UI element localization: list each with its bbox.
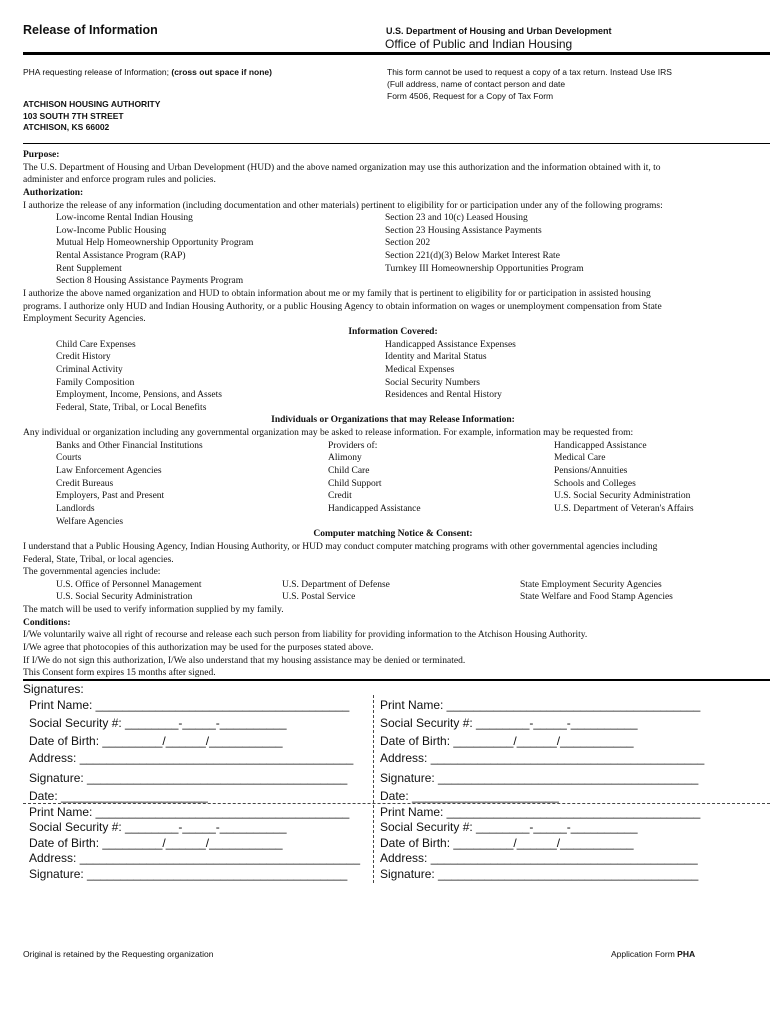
info-item: Credit History <box>56 352 111 363</box>
matching-verify: The match will be used to verify information supplied by my family. <box>23 605 284 616</box>
org-row <box>23 452 763 465</box>
agency-item: U.S. Department of Defense <box>282 579 390 590</box>
org-row <box>23 440 763 453</box>
notice-line: This form cannot be used to request a copy of a tax return. Instead Use IRS <box>387 67 672 77</box>
org-item: Child Support <box>328 478 382 489</box>
info-covered-heading: Information Covered: <box>348 326 438 337</box>
org-item: Schools and Colleges <box>554 478 636 489</box>
program-row <box>23 250 763 263</box>
address-field[interactable]: Address: __________________________________________ <box>29 851 360 865</box>
authorization-intro: I authorize the release of any information (including documentation and other materials) pertinent to eligibility for or participation under any of the following programs: <box>23 200 663 211</box>
conditions-line: I/We agree that photocopies of this authorization may be used for the purposes stated above. <box>23 642 374 653</box>
signature-field[interactable]: Signature: _______________________________________ <box>380 771 699 785</box>
org-row <box>23 478 763 491</box>
program-item: Mutual Help Homeownership Opportunity Program <box>56 238 254 249</box>
address-field[interactable]: Address: _________________________________________ <box>380 751 705 765</box>
conditions-heading: Conditions: <box>23 617 71 628</box>
ssn-field[interactable]: Social Security #: ________-_____-__________ <box>380 716 638 730</box>
org-item: U.S. Social Security Administration <box>554 491 691 502</box>
matching-line: Federal, State, Tribal, or local agencies. <box>23 554 174 565</box>
info-item: Identity and Marital Status <box>385 352 487 363</box>
program-item: Turnkey III Homeownership Opportunities Program <box>385 263 584 274</box>
ssn-field[interactable]: Social Security #: ________-_____-__________ <box>29 716 287 730</box>
program-row <box>23 225 763 238</box>
purpose-line: administer and enforce program rules and policies. <box>23 175 216 186</box>
address-field[interactable]: Address: _________________________________________ <box>29 751 354 765</box>
program-item: Section 8 Housing Assistance Payments Program <box>56 276 244 287</box>
info-row <box>23 364 763 377</box>
pha-address <box>23 99 160 134</box>
authorization-heading: Authorization: <box>23 187 84 198</box>
info-item: Social Security Numbers <box>385 377 480 388</box>
authorization-statement: programs. I authorize only HUD and Indian Housing Authority, or a public Housing Agency to obtain information on wages or unemployment compensation from State <box>23 301 662 312</box>
org-row <box>23 503 763 516</box>
signature-row-divider <box>23 803 770 804</box>
org-item: Handicapped Assistance <box>554 440 647 451</box>
info-item: Child Care Expenses <box>56 339 136 350</box>
purpose-line: The U.S. Department of Housing and Urban Development (HUD) and the above named organization may use this authorization and the information obtained with it, to <box>23 162 661 173</box>
agency-item: U.S. Postal Service <box>282 592 356 603</box>
footer-form-label: Application Form <box>611 949 675 959</box>
program-item: Low-income Rental Indian Housing <box>56 213 193 224</box>
signature-field[interactable]: Signature: _______________________________________ <box>29 771 348 785</box>
org-item: U.S. Department of Veteran's Affairs <box>554 503 694 514</box>
org-item: Credit <box>328 491 352 502</box>
notice-line: (Full address, name of contact person and date <box>387 79 566 89</box>
date-field[interactable]: Date: ______________________ <box>29 789 208 803</box>
info-item: Federal, State, Tribal, or Local Benefits <box>56 402 207 413</box>
org-row <box>23 490 763 503</box>
organizations-heading: Individuals or Organizations that may Release Information: <box>271 415 515 426</box>
conditions-line: I/We voluntarily waive all right of recourse and release each such person from liability for providing information to the Atchison Housing Authority. <box>23 630 588 641</box>
print-name-field[interactable]: Print Name: ______________________________________ <box>380 805 701 819</box>
info-row <box>23 339 763 352</box>
info-item: Residences and Rental History <box>385 390 502 401</box>
signature-field[interactable]: Signature: _______________________________________ <box>380 867 699 881</box>
org-item: Alimony <box>328 453 362 464</box>
program-item: Section 23 and 10(c) Leased Housing <box>385 213 528 224</box>
info-row <box>23 351 763 364</box>
signature-rule <box>23 679 770 681</box>
pha-request-label <box>23 67 272 77</box>
program-item: Section 221(d)(3) Below Market Interest Rate <box>385 251 560 262</box>
info-item: Handicapped Assistance Expenses <box>385 339 516 350</box>
pha-request-note: (cross out space if none) <box>171 67 272 77</box>
footer-retention-note: Original is retained by the Requesting organization <box>23 949 214 959</box>
ssn-field[interactable]: Social Security #: ________-_____-__________ <box>29 820 287 834</box>
department-name: U.S. Department of Housing and Urban Development <box>386 26 612 36</box>
conditions-line: If I/We do not sign this authorization, I/We also understand that my housing assistance may be denied or terminated. <box>23 655 466 666</box>
program-row <box>23 212 763 225</box>
pha-street: 103 SOUTH 7TH STREET <box>23 110 124 121</box>
program-row <box>23 263 763 276</box>
agency-item: U.S. Social Security Administration <box>56 592 193 603</box>
pha-city: ATCHISON, KS 66002 <box>23 122 110 132</box>
info-item: Employment, Income, Pensions, and Assets <box>56 390 222 401</box>
info-item: Medical Expenses <box>385 364 455 375</box>
dob-field[interactable]: Date of Birth: _________/______/___________ <box>380 836 634 850</box>
org-item: Welfare Agencies <box>56 516 124 527</box>
info-row <box>23 402 763 415</box>
dob-field[interactable]: Date of Birth: _________/______/___________ <box>29 836 283 850</box>
org-item: Medical Care <box>554 453 606 464</box>
org-row <box>23 516 763 529</box>
org-item: Credit Bureaus <box>56 478 114 489</box>
conditions-line: This Consent form expires 15 months after signed. <box>23 668 216 679</box>
authorization-statement: I authorize the above named organization and HUD to obtain information about me or my family that is pertinent to eligibility for or participation in assisted housing <box>23 289 651 300</box>
program-item: Section 202 <box>385 238 431 249</box>
org-item: Landlords <box>56 503 95 514</box>
agency-item: State Employment Security Agencies <box>520 579 662 590</box>
ssn-field[interactable]: Social Security #: ________-_____-__________ <box>380 820 638 834</box>
org-item: Providers of: <box>328 440 378 451</box>
footer-form-id <box>611 949 695 959</box>
address-field[interactable]: Address: ________________________________________ <box>380 851 698 865</box>
address-rule <box>23 143 770 144</box>
form-body <box>23 149 763 680</box>
form-title: Release of Information <box>23 23 158 37</box>
notice-line: Form 4506, Request for a Copy of Tax Form <box>387 91 554 101</box>
pha-name: ATCHISON HOUSING AUTHORITY <box>23 99 161 109</box>
signatures-heading: Signatures: <box>23 682 84 696</box>
agency-item: U.S. Office of Personnel Management <box>56 579 202 590</box>
org-item: Banks and Other Financial Institutions <box>56 440 203 451</box>
info-row <box>23 389 763 402</box>
program-row <box>23 275 763 288</box>
tax-return-notice <box>387 66 672 102</box>
program-item: Section 23 Housing Assistance Payments <box>385 225 542 236</box>
org-item: Law Enforcement Agencies <box>56 466 162 477</box>
program-item: Rent Supplement <box>56 263 122 274</box>
print-name-field[interactable]: Print Name: ______________________________________ <box>29 698 350 712</box>
info-row <box>23 377 763 390</box>
agency-row <box>23 591 763 604</box>
print-name-field[interactable]: Print Name: ______________________________________ <box>380 698 701 712</box>
agency-row <box>23 579 763 592</box>
org-item: Handicapped Assistance <box>328 503 421 514</box>
authorization-statement: Employment Security Agencies. <box>23 314 146 325</box>
office-name: Office of Public and Indian Housing <box>385 37 573 51</box>
signature-field[interactable]: Signature: _______________________________________ <box>29 867 348 881</box>
matching-line: I understand that a Public Housing Agency, Indian Housing Authority, or HUD may conduct computer matching programs with other governmental agencies including <box>23 541 658 552</box>
purpose-heading: Purpose: <box>23 150 60 160</box>
org-row <box>23 465 763 478</box>
info-item: Family Composition <box>56 377 135 388</box>
header-rule <box>23 52 770 55</box>
dob-field[interactable]: Date of Birth: _________/______/___________ <box>29 734 283 748</box>
org-item: Employers, Past and Present <box>56 491 165 502</box>
matching-line: The governmental agencies include: <box>23 567 161 578</box>
org-item: Courts <box>56 453 82 464</box>
program-item: Low-Income Public Housing <box>56 225 167 236</box>
print-name-field[interactable]: Print Name: ______________________________________ <box>29 805 350 819</box>
matching-heading: Computer matching Notice & Consent: <box>313 529 473 540</box>
footer-form-code: PHA <box>677 949 696 959</box>
date-field[interactable]: Date: ______________________ <box>380 789 559 803</box>
dob-field[interactable]: Date of Birth: _________/______/___________ <box>380 734 634 748</box>
info-item: Criminal Activity <box>56 364 123 375</box>
org-item: Pensions/Annuities <box>554 466 628 477</box>
signature-column-divider <box>373 695 374 883</box>
program-item: Rental Assistance Program (RAP) <box>56 251 186 262</box>
program-row <box>23 237 763 250</box>
pha-request-text: PHA requesting release of Information; <box>23 67 169 77</box>
agency-item: State Welfare and Food Stamp Agencies <box>520 592 673 603</box>
organizations-intro: Any individual or organization including any governmental organization may be asked to release information. For example, information may be requested from: <box>23 428 634 439</box>
org-item: Child Care <box>328 466 370 477</box>
